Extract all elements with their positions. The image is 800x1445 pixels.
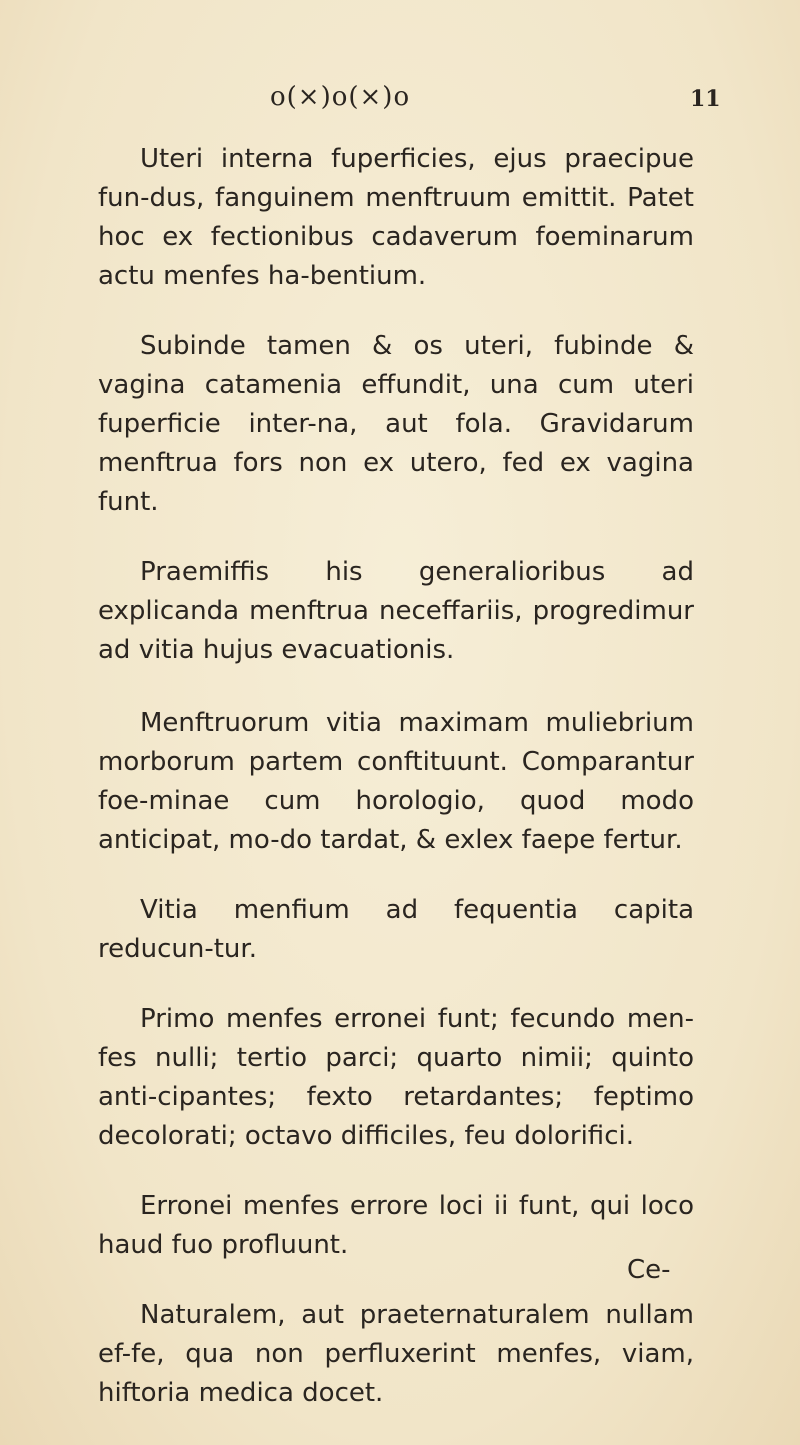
paragraph: Menftruorum vitia maximam muliebrium morborum partem conftituunt. Comparantur foe-minae cum horologio, quod modo anticipat, mo-do tardat, & exlex faepe fertur. — [98, 708, 694, 855]
header-ornament: o(⨯)o(⨯)o — [270, 82, 411, 112]
catchword: Ce- — [627, 1255, 671, 1285]
page-header — [0, 82, 800, 122]
paragraph: Naturalem, aut praeternaturalem nullam ef-fe, qua non perfluxerint menfes, viam, hiftoria medica docet. — [98, 1300, 694, 1408]
paragraph: Subinde tamen & os uteri, fubinde & vagina catamenia effundit, una cum uteri fuperficie inter-na, aut fola. Gravidarum menftrua fors non ex utero, fed ex vagina funt. — [98, 331, 694, 517]
paragraph: Vitia menfium ad fequentia capita reducun-tur. — [98, 895, 694, 964]
paragraph: Erronei menfes errore loci ii funt, qui loco haud fuo profluunt. — [98, 1191, 694, 1260]
paragraph: Praemiffis his generalioribus ad explicanda menftrua neceffariis, progredimur ad vitia hujus evacuationis. — [98, 557, 694, 665]
body-text — [98, 140, 694, 1444]
paragraph: Uteri interna fuperficies, ejus praecipue fun-dus, fanguinem menftruum emittit. Patet hoc ex fectionibus cadaverum foeminarum actu menfes ha-bentium. — [98, 144, 694, 291]
page-number: 11 — [690, 86, 721, 112]
paragraph: Primo menfes erronei funt; fecundo men-fes nulli; tertio parci; quarto nimii; quinto anti-cipantes; fexto retardantes; feptimo decolorati; octavo difficiles, feu dolorifici. — [98, 1004, 694, 1151]
